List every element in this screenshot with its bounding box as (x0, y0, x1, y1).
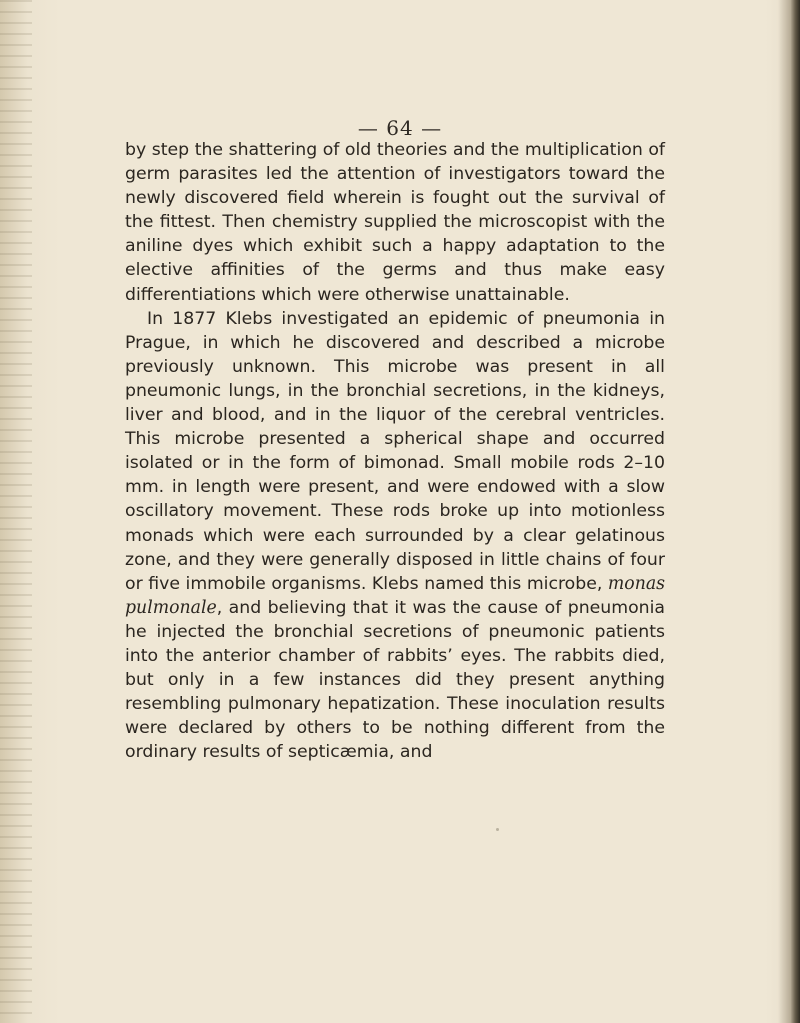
page-right-edge-shadow (790, 0, 800, 1023)
page-binding-edge (0, 0, 32, 1023)
paragraph-1: by step the shattering of old theories and the multiplication of germ parasites led the attention of investigators toward the newly discovered field wherein is fought out the survival of the fittest. Then chemistry supplied the microscopist with the aniline dyes which exhibit such a happy adaptation to the elective affinities of the germs and thus make easy differentiations which were otherwise unattainable. (125, 140, 665, 305)
paragraph-2-text-end: , and believing that it was the cause of pneumonia he injected the bronchial secretions of pneumonic patients into the anterior chamber of rabbits’ eyes. The rabbits died, but only in a few instances did they present anything resembling pulmonary hepatization. These inoculation results were declared by others to be nothing different from the ordinary results of septicæmia, and (125, 597, 665, 763)
page-number: — 64 — (357, 116, 443, 140)
paragraph-2 (125, 307, 665, 765)
page-body-text (125, 138, 665, 764)
paper-speck (496, 828, 499, 831)
species-name-italic: monas pulmonale (125, 573, 665, 618)
paragraph-2-text-start: In 1877 Klebs investigated an epidemic of pneumonia in Prague, in which he discovered and described a microbe previously unknown. This microbe was present in all pneumonic lungs, in the bronchial secretions, in the kidneys, liver and blood, and in the liquor of the cerebral ventricles. This microbe presented a spherical shape and occurred isolated or in the form of bimonad. Small mobile rods 2–10 mm. in length were present, and were endowed with a slow oscillatory movement. These rods broke up into motionless monads which were each surrounded by a clear gelatinous zone, and they were generally disposed in little chains of four or five immobile organisms. Klebs named this microbe, (125, 308, 665, 594)
